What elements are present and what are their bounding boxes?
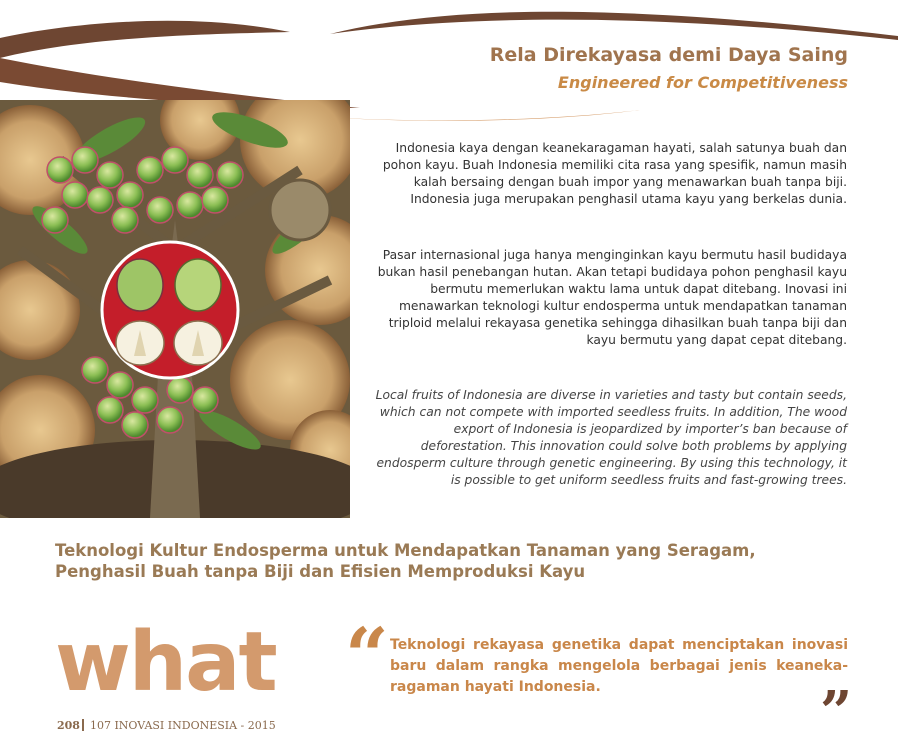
page-number: 208 bbox=[57, 719, 80, 732]
pull-quote: Teknologi rekayasa genetika dapat menciptakan inovasi baru dalam rangka mengelola berbagai jenis keaneka-ragaman hayati Indonesia. bbox=[390, 637, 848, 695]
page-title-indonesian: Rela Direkayasa demi Daya Saing bbox=[489, 44, 848, 66]
subtitle-line-1: Teknologi Kultur Endosperma untuk Mendapatkan Tanaman yang Seragam, bbox=[55, 541, 756, 560]
publication-title: 107 INOVASI INDONESIA - 2015 bbox=[89, 719, 276, 732]
innovation-subtitle bbox=[55, 540, 855, 582]
open-quote-mark: “ bbox=[345, 611, 389, 700]
page-title-english: Engineered for Competitiveness bbox=[557, 73, 848, 92]
footer-divider bbox=[82, 719, 84, 731]
summary-paragraph-english: Local fruits of Indonesia are diverse in varieties and tasty but contain seeds, which can not compete with imported seedless fruits. In addition, The wood export of Indonesia is jeopardized by importer’s ban because of deforestation. This innovation could solve both problems by applying endosperm culture through genetic engineering. By using this technology, it is possible to get uniform seedless fruits and fast-growing trees. bbox=[375, 388, 847, 487]
section-word-what: what bbox=[55, 615, 276, 710]
subtitle-line-2: Penghasil Buah tanpa Biji dan Efisien Memproduksi Kayu bbox=[55, 562, 586, 581]
close-quote-mark: ” bbox=[820, 679, 853, 745]
rose-apple-photo bbox=[0, 100, 350, 518]
market-paragraph-indonesian: Pasar internasional juga hanya menginginkan kayu bermutu hasil budidaya bukan hasil penebangan hutan. Akan tetapi budidaya pohon penghasil kayu bermutu memerlukan waktu lama untuk dapat ditebang. Inovasi ini menawarkan teknologi kultur endosperma untuk mendapatkan tanaman triploid melalui rekayasa genetika sehingga dihasilkan buah tanpa biji dan kayu bermutu yang dapat cepat ditebang. bbox=[377, 248, 847, 347]
intro-paragraph-indonesian: Indonesia kaya dengan keanekaragaman hayati, salah satunya buah dan pohon kayu. Buah Indonesia memiliki cita rasa yang spesifik, namun masih kalah bersaing dengan buah impor yang menawarkan buah tanpa biji. Indonesia juga merupakan penghasil utama kayu yang berkelas dunia. bbox=[382, 141, 847, 206]
page-footer bbox=[57, 719, 276, 732]
